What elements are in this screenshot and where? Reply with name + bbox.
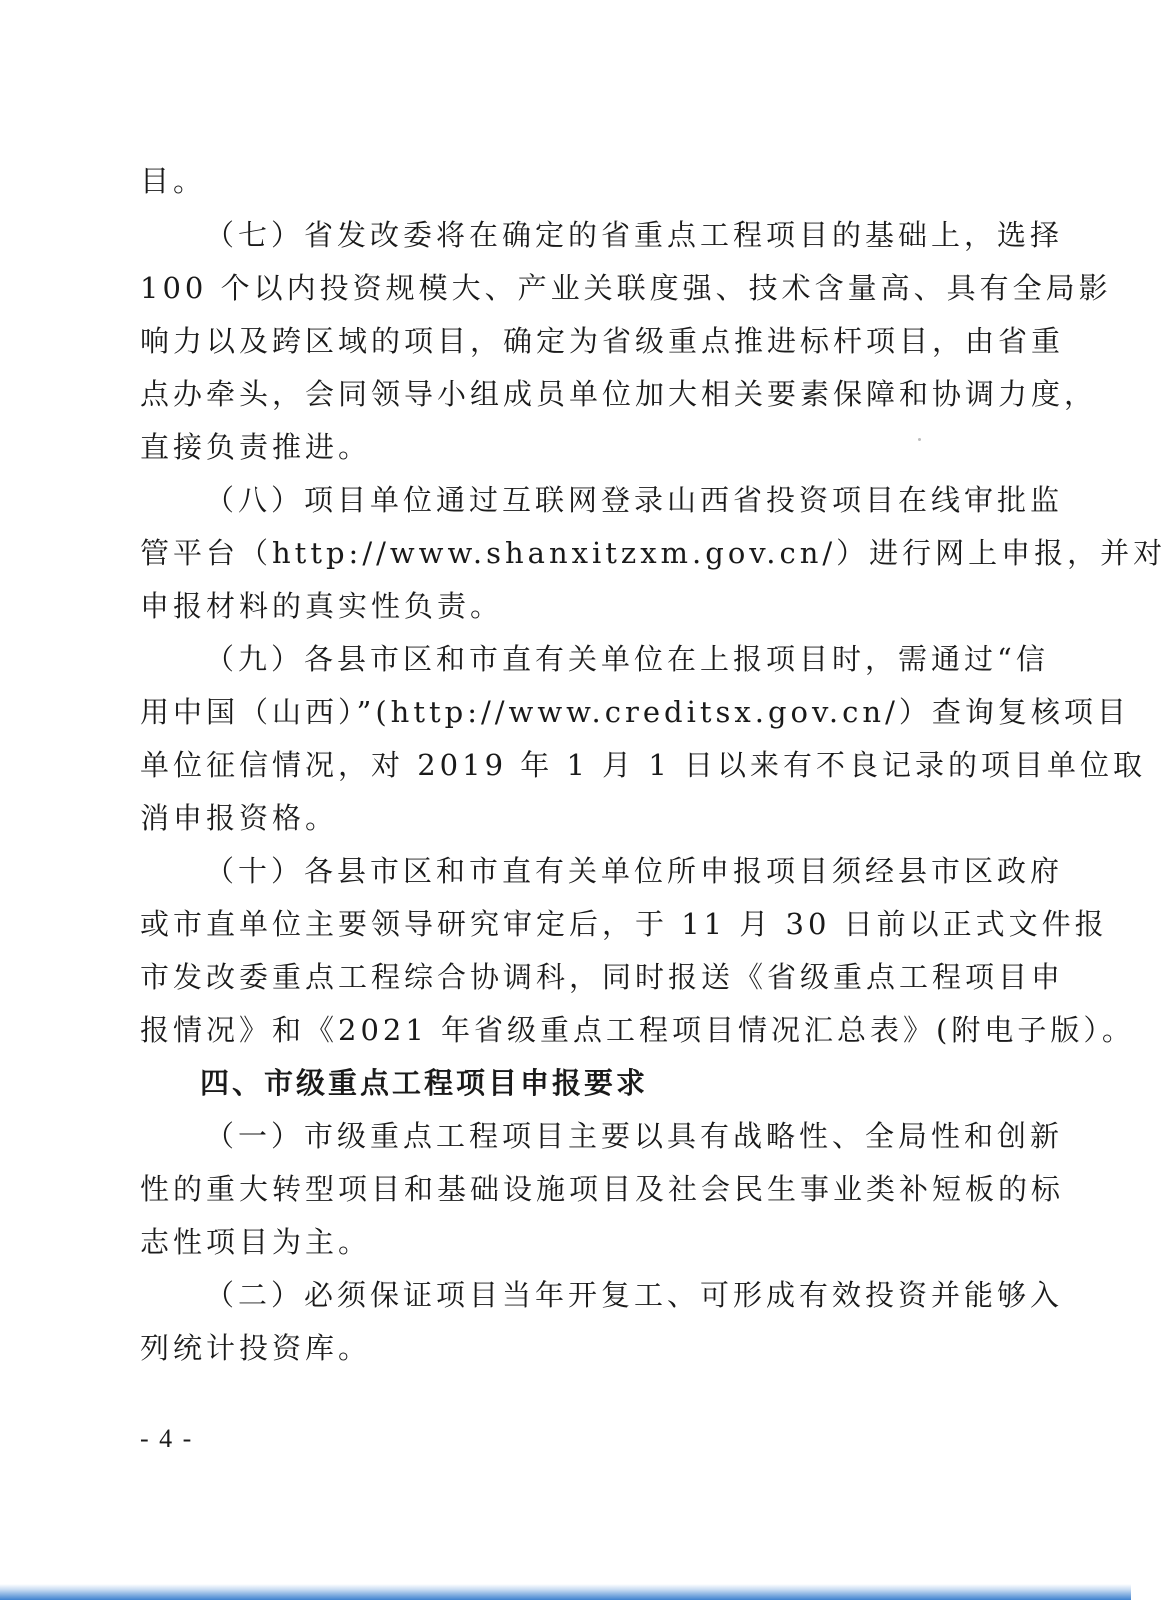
paragraph-10-line-4: 报情况》和《2021 年省级重点工程项目情况汇总表》(附电子版）。 — [140, 1013, 1135, 1047]
paragraph-s4-1-line-1: （一）市级重点工程项目主要以具有战略性、全局性和创新 — [205, 1119, 1064, 1153]
paragraph-8-line-1: （八）项目单位通过互联网登录山西省投资项目在线审批监 — [205, 483, 1064, 517]
paragraph-8-line-2: 管平台（http://www.shanxitzxm.gov.cn/）进行网上申报，并对 — [140, 536, 1166, 570]
paragraph-9-line-4: 消申报资格。 — [140, 801, 339, 835]
paragraph-10-line-2: 或市直单位主要领导研究审定后，于 11 月 30 日前以正式文件报 — [140, 907, 1108, 941]
section-heading-4: 四、市级重点工程项目申报要求 — [200, 1066, 649, 1100]
paragraph-9-line-3: 单位征信情况，对 2019 年 1 月 1 日以来有不良记录的项目单位取 — [140, 748, 1147, 782]
paragraph-9-line-1: （九）各县市区和市直有关单位在上报项目时，需通过“信 — [205, 642, 1049, 676]
scan-speck — [918, 438, 921, 441]
paragraph-7-line-3: 响力以及跨区域的项目，确定为省级重点推进标杆项目，由省重 — [140, 324, 1065, 358]
paragraph-9-line-2: 用中国（山西）”(http://www.creditsx.gov.cn/）查询复核项目 — [140, 695, 1130, 729]
paragraph-10-line-1: （十）各县市区和市直有关单位所申报项目须经县市区政府 — [205, 854, 1064, 888]
paragraph-s4-1-line-3: 志性项目为主。 — [140, 1225, 372, 1259]
paragraph-s4-2-line-2: 列统计投资库。 — [140, 1331, 372, 1365]
paragraph-6-end: 目。 — [140, 164, 207, 198]
paragraph-7-line-1: （七）省发改委将在确定的省重点工程项目的基础上，选择 — [205, 218, 1064, 252]
paragraph-s4-1-line-2: 性的重大转型项目和基础设施项目及社会民生事业类补短板的标 — [140, 1172, 1065, 1206]
paragraph-s4-2-line-1: （二）必须保证项目当年开复工、可形成有效投资并能够入 — [205, 1278, 1064, 1312]
paragraph-8-line-3: 申报材料的真实性负责。 — [140, 589, 504, 623]
scan-edge-bar — [0, 1584, 1131, 1600]
page-number: - 4 - — [140, 1424, 194, 1453]
paragraph-7-line-2: 100 个以内投资规模大、产业关联度强、技术含量高、具有全局影 — [140, 271, 1112, 305]
paragraph-7-line-4: 点办牵头，会同领导小组成员单位加大相关要素保障和协调力度， — [140, 377, 1098, 411]
paragraph-7-line-5: 直接负责推进。 — [140, 430, 372, 464]
paragraph-10-line-3: 市发改委重点工程综合协调科，同时报送《省级重点工程项目申 — [140, 960, 1065, 994]
